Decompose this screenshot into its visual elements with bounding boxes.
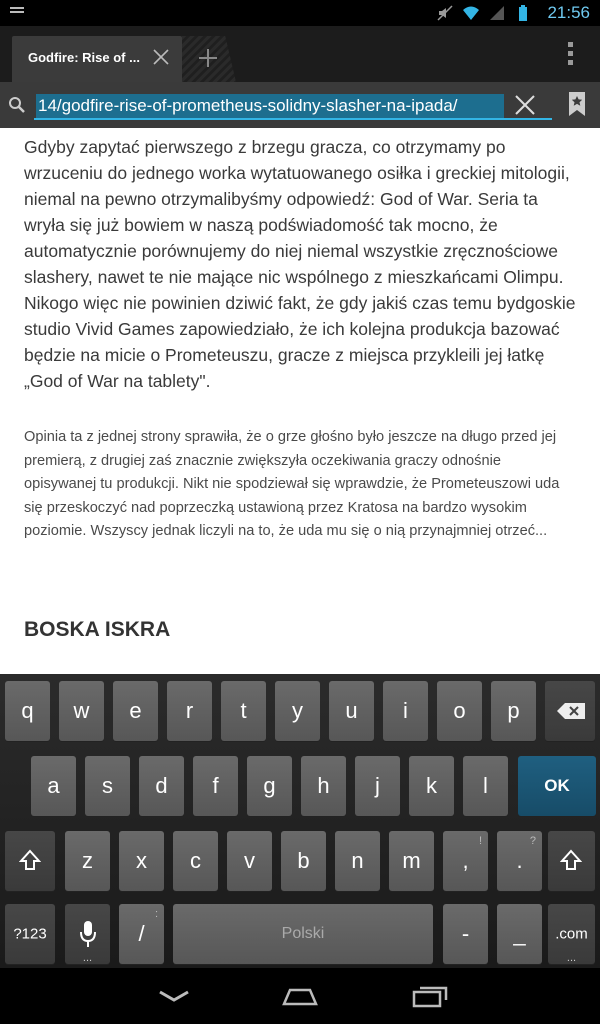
voice-input-key[interactable] (65, 904, 110, 964)
key-label: h (317, 773, 330, 798)
key-label: v (244, 848, 255, 873)
key-label: p (507, 698, 520, 723)
key-label: b (297, 848, 310, 873)
url-input[interactable] (34, 90, 552, 120)
key-hint: : (154, 908, 158, 920)
key-o[interactable] (437, 681, 482, 741)
url-bar (0, 82, 600, 128)
hide-keyboard-icon[interactable] (154, 984, 194, 1008)
key-r[interactable] (167, 681, 212, 741)
key-underscore[interactable] (497, 904, 542, 964)
clear-url-icon[interactable] (512, 92, 538, 118)
key-label: Polski (281, 925, 325, 942)
browser-tab[interactable] (12, 36, 182, 82)
partially-hidden-text (24, 664, 584, 674)
key-label: - (461, 921, 470, 946)
key-label: a (47, 773, 60, 798)
shift-key-left[interactable] (5, 831, 55, 891)
key-label: e (129, 698, 142, 723)
status-bar (0, 0, 600, 26)
dot-com-key[interactable] (548, 904, 595, 964)
mute-icon (436, 4, 454, 22)
key-label: r (185, 698, 194, 723)
key-label: i (403, 698, 408, 723)
key-y[interactable] (275, 681, 320, 741)
key-label: t (240, 698, 247, 723)
key-d[interactable] (139, 756, 184, 816)
key-b[interactable] (281, 831, 326, 891)
key-label: w (73, 698, 90, 723)
more-options-dots: ... (82, 952, 93, 964)
home-icon[interactable] (280, 984, 320, 1008)
key-c[interactable] (173, 831, 218, 891)
shift-key-right[interactable] (548, 831, 595, 891)
key-comma[interactable] (443, 831, 488, 891)
key-x[interactable] (119, 831, 164, 891)
recent-apps-icon[interactable] (410, 984, 450, 1008)
key-s[interactable] (85, 756, 130, 816)
key-slash[interactable] (119, 904, 164, 964)
backspace-key[interactable] (545, 681, 595, 741)
tab-title: Godfire: Rise of ... (28, 50, 140, 65)
space-key[interactable] (173, 904, 433, 964)
soft-keyboard (0, 674, 600, 968)
section-heading: BOSKA ISKRA (24, 618, 171, 641)
key-period[interactable] (497, 831, 542, 891)
key-label: m (402, 848, 421, 873)
battery-icon (514, 4, 532, 22)
key-m[interactable] (389, 831, 434, 891)
key-l[interactable] (463, 756, 508, 816)
key-label: OK (544, 776, 570, 795)
symbols-key[interactable] (5, 904, 55, 964)
bookmark-icon[interactable] (564, 90, 590, 118)
key-label: ?123 (13, 925, 47, 943)
key-label: s (102, 773, 113, 798)
key-u[interactable] (329, 681, 374, 741)
key-v[interactable] (227, 831, 272, 891)
key-k[interactable] (409, 756, 454, 816)
key-h[interactable] (301, 756, 346, 816)
more-options-dots: ... (566, 952, 577, 964)
key-label: f (212, 773, 219, 798)
backspace-icon (557, 703, 585, 719)
key-t[interactable] (221, 681, 266, 741)
signal-icon (488, 4, 506, 22)
key-label: q (21, 698, 34, 723)
microphone-icon (79, 920, 97, 948)
key-hint: ! (478, 835, 482, 847)
notification-menu-icon (10, 7, 24, 17)
search-icon (8, 96, 26, 114)
key-label: _ (513, 921, 526, 946)
clock: 21:56 (547, 3, 590, 22)
key-a[interactable] (31, 756, 76, 816)
key-label: y (292, 698, 303, 723)
key-label: o (453, 698, 466, 723)
key-label: .com (555, 925, 588, 943)
article-paragraph: Opinia ta z jednej strony sprawiła, że o grze głośno było jeszcze na długo przed jej premierą, z drugiej zaś znacznie zwiększyła oczekiwania graczy odnośnie opisywanej tu produkcji. Nikt nie spodziewał się wprawdzie, że Prometeuszowi uda się przeskoczyć nad poprzeczką ustawioną przez Kratosa na bardzo wysokim poziomie. Wszyscy jednak liczyli na to, że uda mu się o nią przynajmniej otrzeć... (24, 429, 560, 539)
key-p[interactable] (491, 681, 536, 741)
key-g[interactable] (247, 756, 292, 816)
key-label: c (190, 848, 201, 873)
key-label: n (351, 848, 364, 873)
key-dash[interactable] (443, 904, 488, 964)
plus-icon (198, 48, 218, 68)
key-label: , (462, 848, 469, 873)
key-e[interactable] (113, 681, 158, 741)
key-f[interactable] (193, 756, 238, 816)
key-label: u (345, 698, 358, 723)
web-page-content (0, 128, 600, 674)
key-label: x (136, 848, 147, 873)
key-label: k (426, 773, 437, 798)
close-tab-icon[interactable] (152, 48, 170, 66)
key-label: z (82, 848, 93, 873)
key-label: l (483, 773, 488, 798)
key-z[interactable] (65, 831, 110, 891)
tab-strip (0, 26, 600, 82)
overflow-menu-icon[interactable] (568, 42, 574, 66)
key-hint: ? (529, 835, 536, 847)
key-label: j (375, 773, 380, 798)
new-tab-button[interactable] (182, 36, 236, 82)
key-label: / (138, 921, 145, 946)
ok-key[interactable] (518, 756, 596, 816)
wifi-icon (462, 4, 480, 22)
url-text: 14/godfire-rise-of-prometheus-solidny-slasher-na-ipada/ (36, 94, 504, 118)
key-i[interactable] (383, 681, 428, 741)
key-n[interactable] (335, 831, 380, 891)
key-label: . (516, 848, 523, 873)
key-j[interactable] (355, 756, 400, 816)
shift-icon (19, 849, 41, 873)
navigation-bar (0, 968, 600, 1024)
article-intro: Gdyby zapytać pierwszego z brzegu gracza, co otrzymamy po wrzuceniu do jednego worka wytatuowanego osiłka i greckiej mitologii, niemal na pewno otrzymalibyśmy odpowiedź: God of War. Seria ta wryła się już bowiem w naszą podświadomość tak mocno, że automatycznie porównujemy do niej niemal wszystkie zręcznościowe slashery, nawet te nie mające nic wspólnego z mieszkańcami Olimpu. Nikogo więc nie powinien dziwić fakt, że gdy jakiś czas temu bydgoskie studio Vivid Games zapowiedziało, że ich kolejna produkcja bazować będzie na micie o Prometeuszu, gracze z miejsca przykleili jej łatkę „God of War na tablety". (24, 137, 576, 391)
key-q[interactable] (5, 681, 50, 741)
key-label: g (263, 773, 276, 798)
key-w[interactable] (59, 681, 104, 741)
shift-icon (560, 849, 582, 873)
key-label: d (155, 773, 168, 798)
